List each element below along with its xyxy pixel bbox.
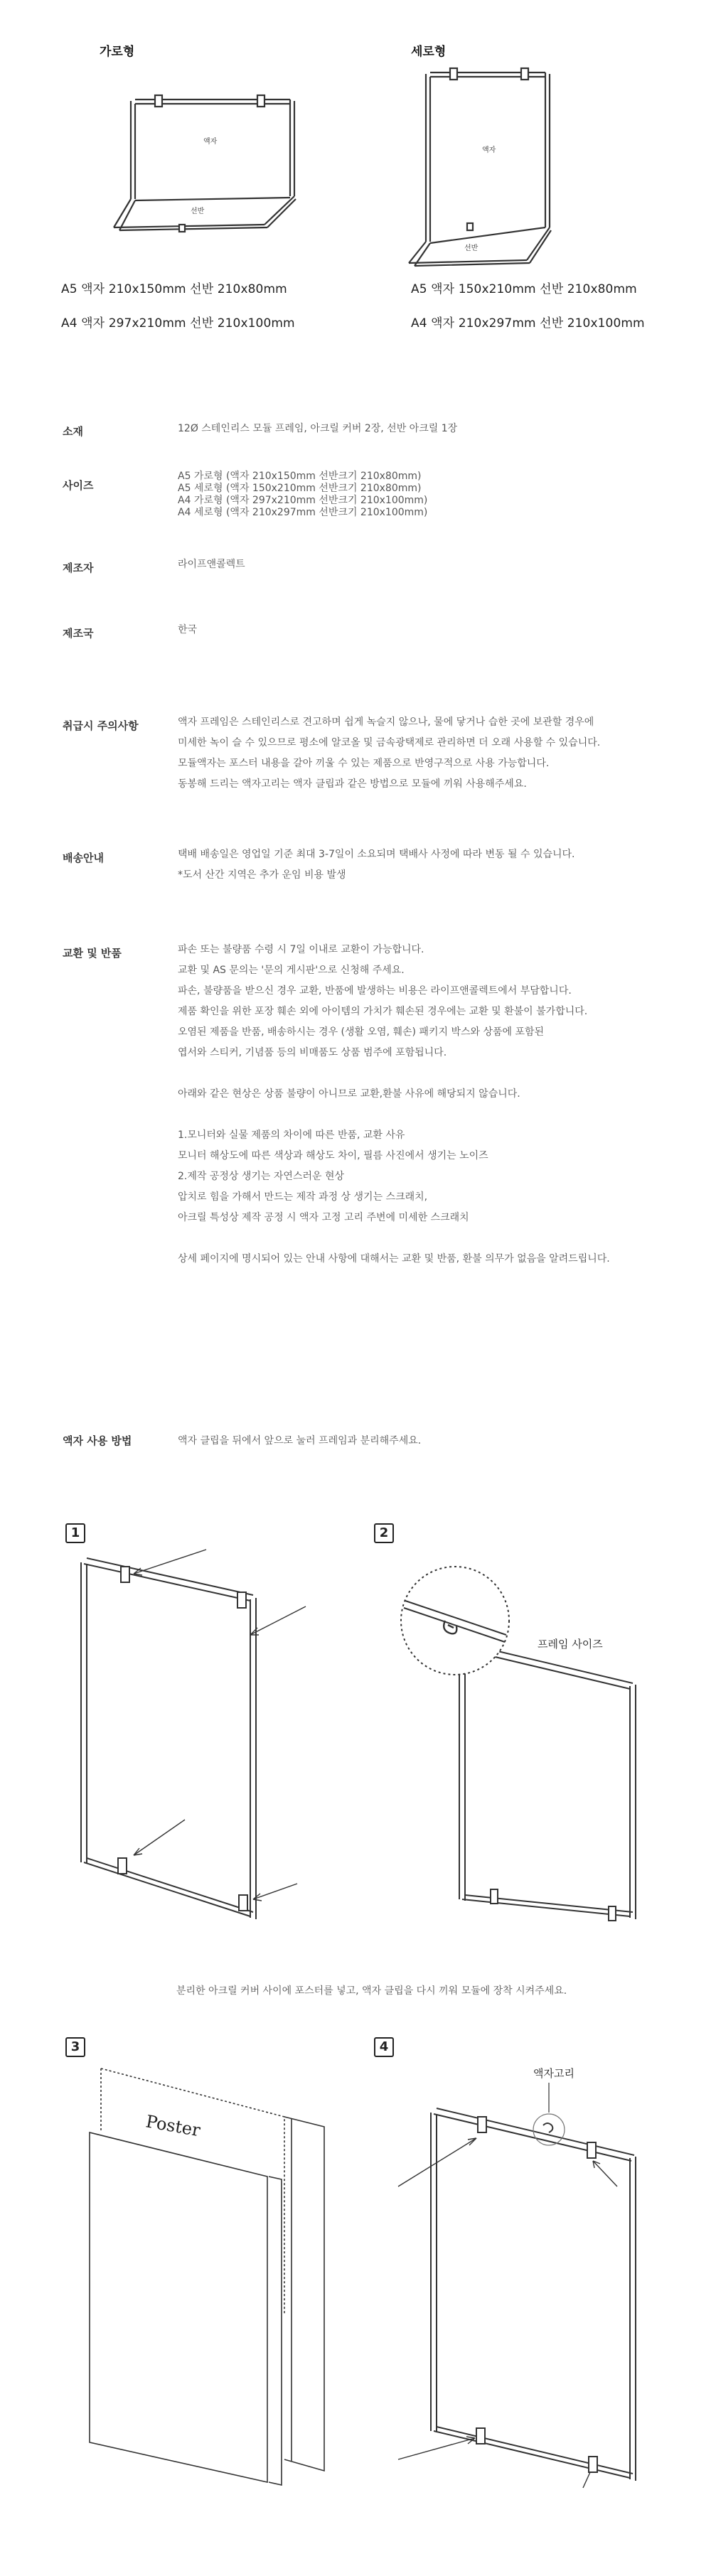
- step-2-number: 2: [374, 1523, 394, 1543]
- howto-step1-caption: 액자 클립을 뒤에서 앞으로 눌러 프레임과 분리해주세요.: [178, 1435, 422, 1447]
- portrait-size-a5: A5 액자 150x210mm 선반 210x80mm: [411, 282, 637, 296]
- spec-maker-label: 제조자: [63, 562, 94, 574]
- spec-country-value: 한국: [178, 624, 198, 635]
- portrait-shelf-label: 선반: [464, 245, 479, 252]
- landscape-shelf-label: 선반: [191, 208, 205, 215]
- spec-care-label: 취급시 주의사항: [63, 719, 139, 732]
- spec-shipping-value: 택배 배송일은 영업일 기준 최대 3-7일이 소요되며 택배사 사정에 따라 변동 될 수 있습니다. *도서 산간 지역은 추가 운임 비용 발생: [178, 849, 575, 881]
- spec-size-value: A5 가로형 (액자 210x150mm 선반크기 210x80mm) A5 세로형 (액자 150x210mm 선반크기 210x80mm) A4 가로형 (액자 297x210mm 선반크기 210x100mm) A4 세로형 (액자 210x297mm 선반크기 210x100mm): [178, 471, 428, 518]
- step-1-illustration: [71, 1550, 327, 1933]
- portrait-frame-label: 액자: [482, 146, 496, 154]
- step-1-number: 1: [65, 1523, 85, 1543]
- howto-label: 액자 사용 방법: [63, 1434, 132, 1447]
- step-4-number: 4: [374, 2037, 394, 2057]
- spec-maker-value: 라이프앤콜렉트: [178, 559, 245, 570]
- step-2-illustration: [398, 1564, 654, 1933]
- spec-shipping-label: 배송안내: [63, 852, 104, 864]
- step-2-callout: 프레임 사이즈: [538, 1638, 603, 1651]
- portrait-title: 세로형: [411, 45, 447, 59]
- portrait-frame-illustration: [402, 63, 587, 269]
- step-3-poster-text: Poster: [144, 2111, 202, 2141]
- step-4-illustration: [398, 2061, 654, 2488]
- portrait-size-a4: A4 액자 210x297mm 선반 210x100mm: [411, 316, 645, 331]
- spec-exchange-value: 파손 또는 불량품 수령 시 7일 이내로 교환이 가능합니다. 교환 및 AS 문의는 '문의 게시판'으로 신청해 주세요. 파손, 불량품을 받으신 경우 교환, 반품에 발생하는 비용은 라이프앤콜렉트에서 부담합니다. 제품 확인을 위한 포장 훼손 외에 아이템의 가치가 훼손된 경우에는 교환 및 환불이 불가합니다. 오염된 제품을 반품, 배송하시는 경우 (생활 오염, 훼손) 패키지 박스와 상품에 포함된 엽서와 스티커, 기념품 등의 비매품도 상품 범주에 포함됩니다. 아래와 같은 현상은 상품 불량이 아니므로 교환,환불 사유에 해당되지 않습니다. 1.모니터와 실물 제품의 차이에 따른 반품, 교환 사유 모니터 해상도에 따른 색상과 해상도 차이, 필름 사진에서 생기는 노이즈 2.제작 공정상 생기는 자연스러운 현상 압치로 힘을 가해서 만드는 제작 과정 상 생기는 스크래치, 아크릴 특성상 제작 공정 시 액자 고정 고리 주변에 미세한 스크래치 상세 페이지에 명시되어 있는 안내 사항에 대해서는 교환 및 반품, 환불 의무가 없음을 알려드립니다.: [178, 944, 610, 1265]
- spec-care-value: 액자 프레임은 스테인리스로 견고하며 쉽게 녹슬지 않으나, 물에 닿거나 습한 곳에 보관할 경우에 미세한 녹이 슬 수 있으므로 평소에 알코올 및 금속광택제로 관리하면 더 오래 사용할 수 있습니다. 모듈액자는 포스터 내용을 갈아 끼울 수 있는 제품으로 반영구적으로 사용 가능합니다. 동봉해 드리는 액자고리는 액자 클립과 같은 방법으로 모듈에 끼워 사용해주세요.: [178, 717, 601, 790]
- spec-exchange-label: 교환 및 반품: [63, 947, 122, 960]
- howto-step2-caption: 분리한 아크릴 커버 사이에 포스터를 넣고, 액자 클립을 다시 끼워 모듈에 장착 시켜주세요.: [176, 1985, 567, 1997]
- step-3-number: 3: [65, 2037, 85, 2057]
- landscape-size-a4: A4 액자 297x210mm 선반 210x100mm: [61, 316, 295, 331]
- landscape-size-a5: A5 액자 210x150mm 선반 210x80mm: [61, 282, 287, 296]
- landscape-frame-label: 액자: [203, 138, 218, 146]
- landscape-frame-illustration: [100, 85, 327, 242]
- step-3-illustration: [84, 2059, 340, 2492]
- step-4-callout: 액자고리: [533, 2067, 574, 2080]
- spec-material-label: 소재: [63, 425, 83, 438]
- spec-material-value: 12Ø 스테인리스 모듈 프레임, 아크릴 커버 2장, 선반 아크릴 1장: [178, 423, 458, 434]
- landscape-title: 가로형: [100, 45, 135, 59]
- spec-size-label: 사이즈: [63, 479, 94, 492]
- spec-country-label: 제조국: [63, 627, 94, 640]
